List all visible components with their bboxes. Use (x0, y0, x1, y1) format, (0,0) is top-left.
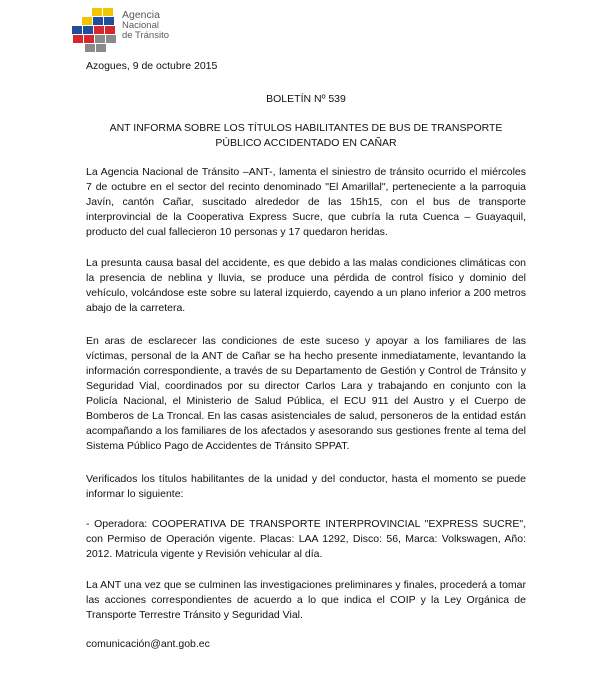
logo-wordmark (122, 10, 169, 42)
logo-line-2: Nacional (122, 19, 159, 31)
paragraph-2: La presunta causa basal del accidente, es que debido a las malas condiciones climáticas con la presencia de neblina y lluvia, se produce una pérdida de control físico y dominio del vehículo, volcándose este sobre su lateral izquierdo, cayendo a un plano inferior a 200 metros abajo de la carretera. (86, 257, 526, 314)
logo-line-3: de Tránsito (122, 30, 169, 41)
paragraph-1: La Agencia Nacional de Tránsito –ANT-, lamenta el siniestro de tránsito ocurrido el miércoles 7 de octubre en el sector del recinto denominado "El Amarillal", perteneciente a la parroquia Javín, cantón Cañar, suscitado alrededor de las 15h15, con el bus de transporte interprovincial de la Cooperativa Express Sucre, que cubría la ruta Cuenca – Guayaquil, producto del cual fallecieron 10 personas y 17 quedaron heridas. (86, 166, 526, 238)
contact-email: comunicación@ant.gob.ec (86, 638, 210, 650)
paragraph-3: En aras de esclarecer las condiciones de este suceso y apoyar a los familiares de las víctimas, personal de la ANT de Cañar se ha hecho presente inmediatamente, levantando la información correspondiente, a través de su Departamento de Gestión y Control de Tránsito y Seguridad Vial, coordinados por su director Carlos Lara y trabajando en conjunto con la Policía Nacional, el Ministerio de Salud Pública, el ECU 911 del Austro y el Cuerpo de Bomberos de La Troncal. En las casas asistenciales de salud, personeros de la entidad están acompañando a los familiares de los afectados y asesorando sus gestiones frente al tema del Sistema Público Pago de Accidentes de Tránsito SPPAT. (86, 335, 526, 452)
ant-logo-icon (62, 6, 120, 54)
ant-logo (62, 6, 202, 54)
bulletin-number: BOLETÍN Nº 539 (266, 93, 346, 105)
paragraph-6: La ANT una vez que se culminen las investigaciones preliminares y finales, procederá a tomar las acciones correspondientes de acuerdo a lo que indica el COIP y la Ley Orgánica de Transporte Terrestre Tránsito y Seguridad Vial. (86, 579, 526, 621)
document-date: Azogues, 9 de octubre 2015 (86, 60, 218, 72)
paragraph-5: - Operadora: COOPERATIVA DE TRANSPORTE INTERPROVINCIAL "EXPRESS SUCRE", con Permiso de Operación vigente. Placas: LAA 1292, Disco: 56, Marca: Volkswagen, Año: 2012. Matricula vigente y Revisión vehicular al día. (86, 518, 526, 560)
logo-line-1: Agencia (122, 9, 160, 21)
headline: ANT INFORMA SOBRE LOS TÍTULOS HABILITANTES DE BUS DE TRANSPORTE PÚBLICO ACCIDENTADO EN CAÑAR (109, 122, 503, 149)
paragraph-4: Verificados los títulos habilitantes de la unidad y del conductor, hasta el momento se puede informar lo siguiente: (86, 473, 526, 500)
